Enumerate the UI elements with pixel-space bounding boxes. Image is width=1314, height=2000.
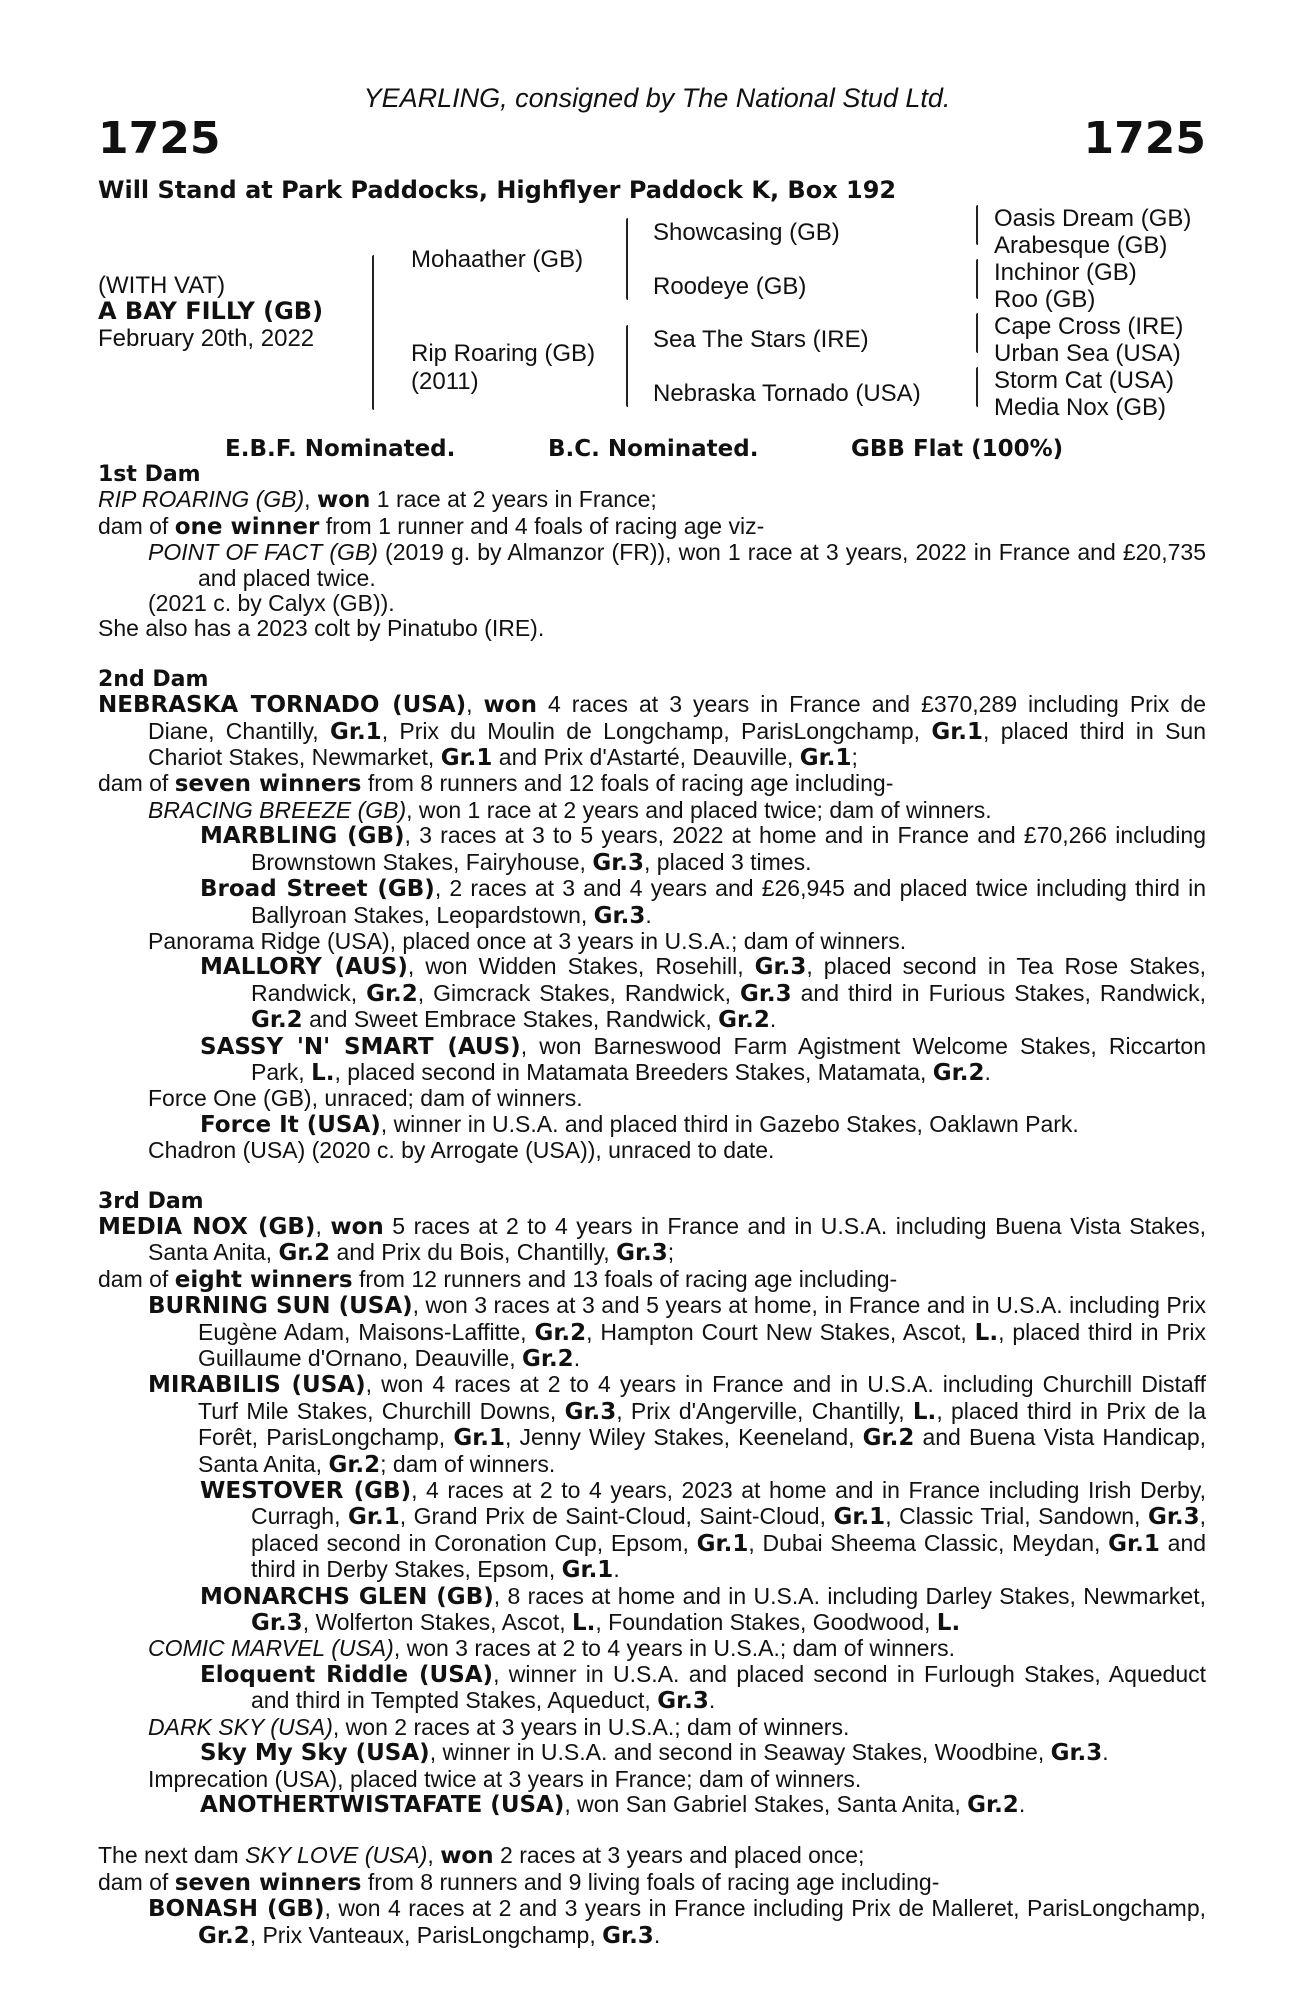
produce-text: . <box>769 1006 777 1033</box>
produce-name: Force It (USA) <box>200 1111 381 1138</box>
produce-text: . <box>708 1687 716 1714</box>
produce-text: . <box>613 1556 620 1583</box>
group-grade: Gr.3 <box>739 980 792 1007</box>
group-grade: Gr.3 <box>592 849 645 876</box>
pedigree-dam-dam: Nebraska Tornado (USA) <box>653 380 921 407</box>
gbb-flat: GBB Flat (100%) <box>851 436 1064 462</box>
produce-text: . <box>645 901 652 928</box>
pedigree-sire-sire: Showcasing (GB) <box>653 219 840 246</box>
group-grade: Gr.1 <box>799 745 852 772</box>
listed-grade: L. <box>936 1610 961 1637</box>
consignor-line: YEARLING, consigned by The National Stud Ltd. <box>363 83 951 113</box>
produce-name: BRACING BREEZE (GB) <box>148 796 407 823</box>
produce-name: BURNING SUN (USA) <box>148 1293 413 1320</box>
record-text: and Prix du Bois, Chantilly, <box>330 1239 617 1266</box>
grand-produce-entry <box>98 1662 1206 1715</box>
dam-of-text: dam of <box>98 1265 175 1292</box>
vat-label: (WITH VAT) <box>98 272 226 299</box>
listed-grade: L. <box>912 1398 937 1425</box>
produce-entry <box>98 1715 1206 1740</box>
record-text: , placed third in Sun Chariot Stakes, Newmarket, <box>148 717 1207 771</box>
grand-produce-entry <box>98 1112 1206 1138</box>
produce-text: , placed second in Coronation Cup, Epsom, <box>251 1503 1207 1556</box>
second-dam-record: NEBRASKA TORNADO (USA), won 4 races at 3 years in France and £370,289 including Prix de Diane, Chantilly, Gr.1, Prix du Moulin de Longchamp, ParisLongchamp, Gr.1, placed third in Sun Chariot Stakes, Newmarket, Gr.1 and Prix d'Astarté, Deauville, Gr.1; <box>98 691 1207 772</box>
pedigree-sire-dam: Roodeye (GB) <box>653 273 807 300</box>
produce-text: . <box>1018 1790 1026 1817</box>
group-grade: Gr.2 <box>534 1319 587 1346</box>
record-text: ; <box>851 744 858 771</box>
pedigree-g3-2: Arabesque (GB) <box>994 232 1168 259</box>
won-word: won <box>316 487 371 514</box>
next-dam-produce-summary <box>98 1870 1206 1896</box>
group-grade: Gr.1 <box>931 718 984 745</box>
produce-text: , won 1 race at 2 years and placed twice; dam of winners. <box>406 796 992 823</box>
produce-entry <box>98 540 1206 591</box>
lot-number-right: 1725 <box>1083 113 1206 164</box>
group-grade: Gr.2 <box>862 1425 915 1452</box>
winners-count: eight winners <box>174 1266 353 1293</box>
record-text: , Prix du Moulin de Longchamp, ParisLongchamp, <box>381 717 932 744</box>
produce-text: , 3 races at 3 to 5 years, 2022 at home and in France and £70,266 including Brownstown Stakes, Fairyhouse, <box>251 822 1206 875</box>
group-grade: Gr.1 <box>1108 1530 1160 1557</box>
produce-text: , 4 races at 2 to 4 years, 2023 at home and in France including Irish Derby, Curragh, <box>251 1477 1206 1530</box>
produce-name: DARK SKY (USA) <box>148 1713 333 1740</box>
grand-produce-entry <box>98 1478 1206 1584</box>
produce-name: SASSY 'N' SMART (AUS) <box>200 1033 521 1060</box>
produce-text: , 8 races at home and in U.S.A. including Darley Stakes, Newmarket, <box>493 1582 1206 1609</box>
group-grade: Gr.3 <box>1050 1740 1103 1767</box>
runners-text: from 8 runners and 12 foals of racing age including- <box>361 770 894 797</box>
record-text: 5 races at 2 to 4 years in France and in U.S.A. including Buena Vista Stakes, Santa Anita, <box>148 1212 1206 1266</box>
group-grade: Gr.1 <box>330 718 382 745</box>
next-dam-name: SKY LOVE (USA) <box>245 1842 428 1869</box>
pedigree-brace-g2 <box>976 259 978 299</box>
first-dam-produce-summary <box>98 514 1206 540</box>
group-grade: Gr.3 <box>251 1610 303 1637</box>
third-dam-name: MEDIA NOX (GB) <box>98 1213 316 1240</box>
grand-produce-entry <box>98 954 1206 1033</box>
dam-of-text: dam of <box>98 512 175 539</box>
won-word: won <box>483 692 537 719</box>
produce-text: , won 3 races at 3 and 5 years at home, in France and in U.S.A. including Prix Eugène Adam, Maisons-Laffitte, <box>198 1292 1206 1345</box>
bc-nomination: B.C. Nominated. <box>548 436 759 462</box>
dam-of-text: dam of <box>98 1868 175 1895</box>
record-text: ; <box>667 1239 675 1266</box>
produce-text: , Grand Prix de Saint-Cloud, Saint-Cloud, <box>399 1503 834 1530</box>
first-dam-section <box>98 462 1206 642</box>
produce-entry: Imprecation (USA), placed twice at 3 years in France; dam of winners. <box>148 1765 862 1792</box>
produce-name: MALLORY (AUS) <box>200 954 408 981</box>
produce-text: , Gimcrack Stakes, Randwick, <box>417 979 740 1006</box>
won-word: won <box>330 1213 384 1240</box>
produce-text: , winner in U.S.A. and placed third in Gazebo Stakes, Oaklawn Park. <box>380 1110 1079 1137</box>
second-dam-section <box>98 667 1206 1164</box>
listed-grade: L. <box>311 1059 335 1086</box>
produce-text: . <box>984 1058 991 1085</box>
produce-text: , Jenny Wiley Stakes, Keeneland, <box>505 1424 863 1451</box>
produce-text: and Sweet Embrace Stakes, Randwick, <box>302 1006 719 1033</box>
second-dam-heading: 2nd Dam <box>98 666 209 692</box>
runners-text: from 8 runners and 9 living foals of racing age including- <box>361 1868 940 1895</box>
pedigree-brace-sire <box>626 218 628 300</box>
next-dam-section <box>98 1843 1206 1949</box>
runners-text: from 1 runner and 4 foals of racing age viz- <box>319 512 765 539</box>
produce-entry <box>98 1896 1206 1949</box>
first-dam-record: RIP ROARING (GB), won 1 race at 2 years in France; <box>98 486 657 514</box>
third-dam-produce-summary <box>98 1267 1206 1293</box>
produce-text: , won 3 races at 2 to 4 years in U.S.A.; dam of winners. <box>393 1635 956 1662</box>
group-grade: Gr.2 <box>366 980 418 1007</box>
next-dam-record: The next dam SKY LOVE (USA), won 2 races at 3 years and placed once; <box>98 1842 865 1870</box>
pedigree-g3-3: Inchinor (GB) <box>994 259 1137 286</box>
group-grade: Gr.1 <box>561 1557 614 1584</box>
first-dam-name: RIP ROARING (GB) <box>98 486 305 513</box>
record-text: 2 races at 3 years and placed once; <box>493 1842 865 1869</box>
produce-text: and third in Derby Stakes, Epsom, <box>251 1529 1207 1583</box>
group-grade: Gr.2 <box>932 1059 985 1086</box>
produce-text: ; dam of winners. <box>380 1450 556 1477</box>
produce-text: , winner in U.S.A. and placed second in Furlough Stakes, Aqueduct and third in Tempted Stakes, Aqueduct, <box>251 1660 1206 1714</box>
stabling-location: Will Stand at Park Paddocks, Highflyer Paddock K, Box 192 <box>98 176 897 204</box>
pedigree-brace-g3 <box>976 313 978 353</box>
produce-name: MARBLING (GB) <box>200 823 405 850</box>
produce-text: , Dubai Sheema Classic, Meydan, <box>748 1529 1109 1556</box>
pedigree-brace-g4 <box>976 367 978 407</box>
produce-text: , won 2 races at 3 years in U.S.A.; dam of winners. <box>332 1713 850 1740</box>
pedigree-brace-gen1 <box>372 255 374 410</box>
produce-entry <box>98 1372 1206 1478</box>
produce-text: , won Widden Stakes, Rosehill, <box>407 953 755 980</box>
group-grade: Gr.3 <box>602 1922 654 1949</box>
produce-text: , Foundation Stakes, Goodwood, <box>595 1609 937 1636</box>
grand-produce-entry <box>98 1584 1206 1637</box>
produce-entry <box>98 1636 1206 1661</box>
produce-name: BONASH (GB) <box>148 1896 325 1923</box>
produce-name: ANOTHERTWISTAFATE (USA) <box>200 1791 565 1818</box>
pedigree-g3-5: Cape Cross (IRE) <box>994 313 1184 340</box>
pedigree-brace-g1 <box>976 205 978 245</box>
produce-entry: Chadron (USA) (2020 c. by Arrogate (USA)), unraced to date. <box>148 1137 775 1164</box>
group-grade: Gr.3 <box>657 1688 709 1715</box>
winners-count: seven winners <box>174 1869 362 1896</box>
pedigree-brace-dam <box>626 325 628 407</box>
pedigree-sire: Mohaather (GB) <box>411 246 584 273</box>
group-grade: Gr.1 <box>440 745 493 772</box>
record-text: and Prix d'Astarté, Deauville, <box>492 744 800 771</box>
pedigree-dam: Rip Roaring (GB) <box>411 340 596 367</box>
group-grade: Gr.1 <box>453 1425 505 1452</box>
produce-name: Eloquent Riddle (USA) <box>200 1661 494 1688</box>
produce-name: MIRABILIS (USA) <box>148 1372 366 1399</box>
produce-text: , Classic Trial, Sandown, <box>885 1503 1148 1530</box>
won-word: won <box>440 1843 494 1870</box>
produce-entry <box>98 798 1206 823</box>
produce-text: , won Barneswood Farm Agistment Welcome Stakes, Riccarton Park, <box>251 1032 1206 1085</box>
third-dam-heading: 3rd Dam <box>98 1188 204 1214</box>
grand-produce-entry <box>98 1740 1206 1766</box>
produce-entry: Force One (GB), unraced; dam of winners. <box>148 1085 583 1112</box>
produce-text: , placed second in Tea Rose Stakes, Randwick, <box>251 953 1206 1006</box>
ebf-nomination: E.B.F. Nominated. <box>225 436 456 462</box>
pedigree-g3-8: Media Nox (GB) <box>994 394 1167 421</box>
group-grade: Gr.2 <box>198 1922 250 1949</box>
group-grade: Gr.3 <box>564 1398 617 1425</box>
group-grade: Gr.2 <box>328 1451 381 1478</box>
produce-text: , 2 races at 3 and 4 years and £26,945 and placed twice including third in Ballyroan Stakes, Leopardstown, <box>251 875 1207 928</box>
group-grade: Gr.1 <box>696 1530 749 1557</box>
group-grade: Gr.3 <box>593 902 646 929</box>
pedigree-g3-1: Oasis Dream (GB) <box>994 205 1192 232</box>
grand-produce-entry <box>98 1792 1206 1818</box>
second-dam-name: NEBRASKA TORNADO (USA) <box>98 692 467 719</box>
listed-grade: L. <box>572 1610 596 1637</box>
grand-produce-entry <box>98 876 1206 929</box>
produce-name: POINT OF FACT (GB) <box>148 539 378 566</box>
produce-text: , Hampton Court New Stakes, Ascot, <box>586 1318 975 1345</box>
runners-text: from 12 runners and 13 foals of racing age including- <box>352 1265 898 1292</box>
lot-number-left: 1725 <box>98 113 221 164</box>
group-grade: Gr.3 <box>616 1240 668 1267</box>
group-grade: Gr.2 <box>718 1007 770 1034</box>
horse-description: A BAY FILLY (GB) <box>98 297 324 325</box>
third-dam-section <box>98 1189 1206 1819</box>
first-dam-heading: 1st Dam <box>98 462 201 487</box>
group-grade: Gr.3 <box>754 954 807 981</box>
record-text: 4 races at 3 years in France and £370,289 including Prix de Diane, Chantilly, <box>148 691 1207 744</box>
produce-name: MONARCHS GLEN (GB) <box>200 1583 494 1610</box>
dam-of-text: dam of <box>98 770 175 797</box>
grand-produce-entry <box>98 823 1206 876</box>
group-grade: Gr.2 <box>967 1791 1019 1818</box>
produce-name: WESTOVER (GB) <box>200 1478 412 1505</box>
produce-text: (2019 g. by Almanzor (FR)), won 1 race at 3 years, 2022 in France and £20,735 and placed twice. <box>198 539 1206 591</box>
pedigree-dam-sire: Sea The Stars (IRE) <box>653 326 869 353</box>
produce-text: and Buena Vista Handicap, Santa Anita, <box>198 1424 1207 1477</box>
produce-name: Broad Street (GB) <box>200 876 435 903</box>
foaling-date: February 20th, 2022 <box>98 325 315 352</box>
pedigree-dam-year: (2011) <box>411 368 479 395</box>
group-grade: Gr.2 <box>522 1346 574 1372</box>
pedigree-g3-6: Urban Sea (USA) <box>994 340 1181 367</box>
produce-entry <box>98 1293 1206 1372</box>
produce-text: . <box>653 1921 661 1948</box>
produce-text: , won 4 races at 2 to 4 years in France and in U.S.A. including Churchill Distaff Turf Mile Stakes, Churchill Downs, <box>198 1371 1206 1424</box>
pedigree-g3-7: Storm Cat (USA) <box>994 367 1175 394</box>
produce-text: . <box>573 1345 581 1371</box>
produce-text: , Prix Vanteaux, ParisLongchamp, <box>249 1921 603 1948</box>
catalogue-body <box>98 462 1206 1949</box>
listed-grade: L. <box>974 1319 999 1346</box>
second-dam-produce-summary <box>98 771 1206 797</box>
first-dam-also: She also has a 2023 colt by Pinatubo (IRE). <box>98 615 545 642</box>
produce-text: , placed 3 times. <box>644 848 812 875</box>
produce-text: , placed third in Prix de la Forêt, ParisLongchamp, <box>198 1397 1206 1451</box>
produce-text: , Prix d'Angerville, Chantilly, <box>616 1397 913 1424</box>
group-grade: Gr.2 <box>278 1240 331 1267</box>
produce-text: , placed third in Prix Guillaume d'Ornano, Deauville, <box>198 1318 1206 1371</box>
produce-text: , won 4 races at 2 and 3 years in France including Prix de Malleret, ParisLongchamp, <box>324 1895 1207 1922</box>
record-text: 1 race at 2 years in France; <box>370 486 657 513</box>
winners-count: seven winners <box>174 771 362 798</box>
group-grade: Gr.2 <box>251 1007 303 1034</box>
produce-text: . <box>1102 1739 1109 1766</box>
intro-text: The next dam <box>98 1842 246 1869</box>
group-grade: Gr.1 <box>833 1504 886 1531</box>
winners-count: one winner <box>174 513 320 540</box>
third-dam-record: MEDIA NOX (GB), won 5 races at 2 to 4 years in France and in U.S.A. including Buena Vista Stakes, Santa Anita, Gr.2 and Prix du Bois, Chantilly, Gr.3; <box>98 1212 1206 1267</box>
produce-entry: (2021 c. by Calyx (GB)). <box>148 590 395 617</box>
produce-text: , winner in U.S.A. and second in Seaway Stakes, Woodbine, <box>429 1739 1051 1766</box>
produce-name: COMIC MARVEL (USA) <box>148 1635 394 1662</box>
produce-text: , Wolferton Stakes, Ascot, <box>302 1609 572 1636</box>
grand-produce-entry <box>98 1034 1206 1087</box>
group-grade: Gr.1 <box>348 1504 400 1531</box>
produce-entry: Panorama Ridge (USA), placed once at 3 years in U.S.A.; dam of winners. <box>148 927 907 954</box>
produce-text: , won San Gabriel Stakes, Santa Anita, <box>564 1790 968 1817</box>
produce-text: , placed second in Matamata Breeders Stakes, Matamata, <box>334 1058 933 1085</box>
produce-text: and third in Furious Stakes, Randwick, <box>791 979 1207 1006</box>
produce-name: Sky My Sky (USA) <box>200 1740 430 1767</box>
group-grade: Gr.3 <box>1147 1504 1200 1531</box>
pedigree-g3-4: Roo (GB) <box>994 286 1096 313</box>
